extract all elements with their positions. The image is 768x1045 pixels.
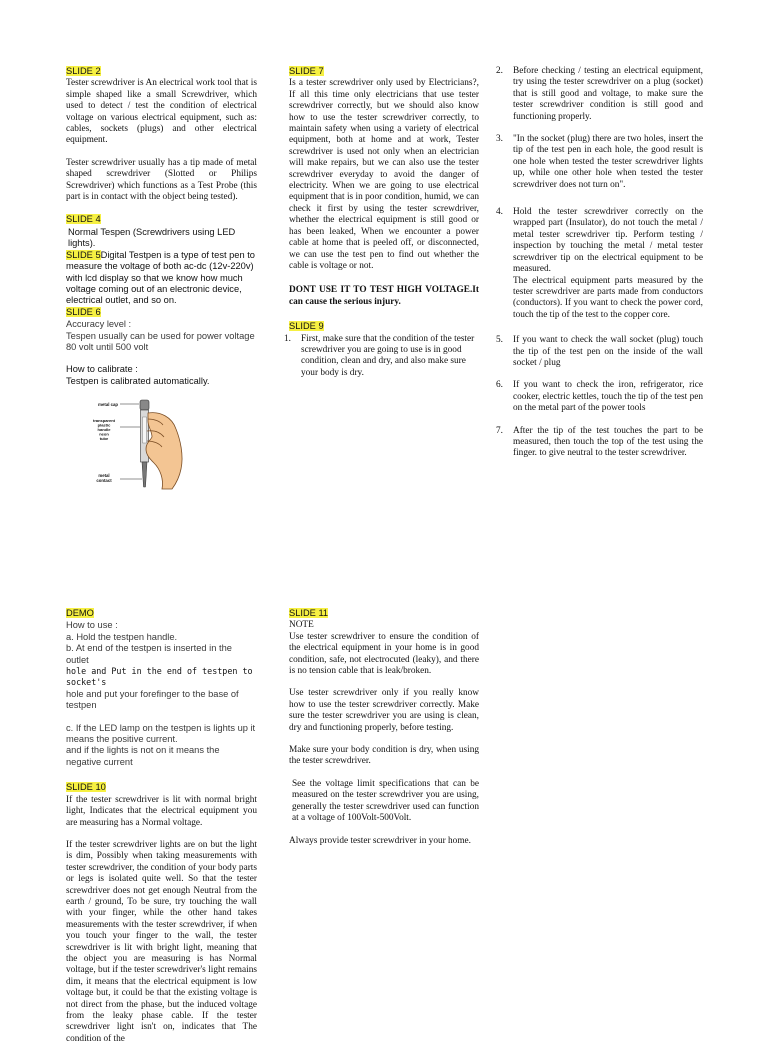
testpen-hand-figure bbox=[80, 397, 200, 492]
pen-metal-tip bbox=[142, 462, 147, 487]
demo-step-b-cont: hole and Put in the end of testpen to socket's bbox=[66, 666, 253, 688]
paragraph: Digital Testpen is a type of test pen to measure the voltage of both ac-dc (12v-220v) with lcd display so that we know how much voltage coming out of an electronic device, electrical outlet, and so on. bbox=[66, 249, 255, 306]
list-number: 3. bbox=[496, 134, 503, 145]
list-number: 2. bbox=[496, 66, 503, 76]
paragraph: If the tester screwdriver is lit with normal bright light, Indicates that the electrical equipment you are measuring has a Normal voltage. bbox=[66, 794, 257, 828]
slide-10-section bbox=[66, 782, 257, 1045]
warning-text: DONT USE IT TO TEST HIGH VOLTAGE.It can cause the serious injury. bbox=[289, 285, 479, 307]
list-number: 4. bbox=[496, 207, 503, 218]
figure-label-handle: transparent plastic handle neon tube bbox=[92, 418, 116, 442]
paragraph: Make sure your body condition is dry, when using the tester screwdriver. bbox=[289, 745, 479, 767]
list-item bbox=[494, 380, 703, 414]
demo-step-b-cont: hole and put your forefinger to the base of testpen bbox=[66, 688, 239, 711]
list-text: "In the socket (plug) there are two holes, insert the tip of the test pen in each hole, the good result is one hole when tested the tester screwdriver lights up, while one other hole when tested the tester screwdriver does not turn on". bbox=[513, 134, 703, 190]
column-3-top bbox=[494, 66, 703, 460]
list-item bbox=[494, 207, 703, 321]
paragraph: Use tester screwdriver only if you really know how to use the tester screwdriver correctly. Make sure the tester screwdriver you are using is clean, dry and functioning properly, before testing. bbox=[289, 688, 479, 733]
slide-label: SLIDE 10 bbox=[66, 782, 106, 793]
testpen-illustration bbox=[80, 397, 200, 492]
list-item bbox=[284, 334, 479, 380]
paragraph: Always provide tester screwdriver in your home. bbox=[289, 835, 472, 846]
slide-label: SLIDE 2 bbox=[66, 66, 101, 76]
slide-11-section bbox=[289, 608, 479, 847]
paragraph: Use tester screwdriver to ensure the condition of the electrical equipment in your home is in good condition, safe, not electrocuted (leaky), and there is no tension cable that is leak/broken. bbox=[289, 631, 479, 677]
list-item bbox=[494, 426, 703, 460]
pen-neon-tube bbox=[143, 417, 147, 443]
column-2-top bbox=[284, 66, 479, 379]
slide-label: SLIDE 7 bbox=[289, 66, 324, 76]
list-text: If you want to check the wall socket (plug) touch the tip of the test pen on the inside of the wall socket / plug bbox=[513, 335, 703, 368]
slide-label: SLIDE 6 bbox=[66, 306, 101, 317]
slide-4-section bbox=[66, 214, 257, 249]
slide-label: SLIDE 4 bbox=[66, 214, 101, 225]
slide-label: SLIDE 9 bbox=[289, 321, 324, 332]
list-text: Before checking / testing an electrical equipment, try using the tester screwdriver on a plug (socket) that is still good and voltage, to make sure the tester screwdriver condition is still good and functioning properly. bbox=[513, 66, 703, 122]
slide-7-section bbox=[289, 66, 479, 308]
slide-2-section bbox=[66, 66, 257, 203]
column-1-bottom bbox=[66, 608, 257, 1045]
paragraph: Tester screwdriver usually has a tip made of metal shaped screwdriver (Slotted or Philips Screwdriver) which functions as a Test Probe (this part is in contact with the object being tested). bbox=[66, 157, 257, 203]
demo-step-b: b. At end of the testpen is inserted in the outlet bbox=[66, 643, 232, 665]
demo-step-c: c. If the LED lamp on the testpen is lights up it means the positive current. bbox=[66, 722, 256, 745]
list-number: 7. bbox=[496, 425, 503, 436]
hand-shape bbox=[146, 413, 182, 489]
slide-5-section bbox=[66, 250, 257, 307]
list-item bbox=[494, 335, 703, 369]
figure-label-metal-cap: metal cap bbox=[98, 402, 118, 408]
demo-section bbox=[66, 608, 257, 768]
note-title: NOTE bbox=[289, 620, 314, 631]
slide-label: SLIDE 5 bbox=[66, 249, 101, 260]
column-2-bottom bbox=[289, 608, 479, 847]
list-item bbox=[494, 66, 703, 123]
demo-how: How to use : bbox=[66, 620, 118, 631]
slide-label: DEMO bbox=[66, 608, 94, 618]
list-number: 5. bbox=[496, 335, 503, 346]
demo-step-c-cont: and if the lights is not on it means the negative current bbox=[66, 745, 220, 767]
pen-metal-cap bbox=[140, 400, 149, 410]
slide-label: SLIDE 11 bbox=[289, 608, 329, 618]
paragraph: See the voltage limit specifications that can be measured on the tester screwdriver you are using, generally the tester screwdriver used can function at a voltage of 100Volt-500Volt. bbox=[292, 778, 479, 824]
slide-9-section bbox=[284, 321, 479, 379]
list-number: 6. bbox=[496, 380, 503, 391]
list-text-extra: The electrical equipment parts measured by the tester screwdriver are parts made from conductors (conductors). If you want to check the power cord, touch the tip of the test to the copper core. bbox=[513, 275, 703, 320]
figure-label-metal-contact: metal contact bbox=[96, 473, 112, 484]
list-text: First, make sure that the condition of the tester screwdriver you are going to use is in good condition, clean and dry, and also make sure your body is dry. bbox=[301, 333, 475, 378]
paragraph: Is a tester screwdriver only used by Electricians?, If all this time only electricians that use tester screwdriver correctly, but we should also know how to use the tester screwdriver correctly, to maintain safety when using a variety of electrical equipment, both at home and at work, Tester screwdriver is used not only when an electrician will make repairs, but we can also use the tester screwdriver everyday to avoid the danger of electricity. When we are going to use electrical equipment that is in poor condition, humid, we can check it first by using the tester screwdriver, whether the electrical equipment is still good or has been leaked, When we encounter a power cable at home that is peeled off, or disconnected, we can use the test pen to find out whether the cable is voltage or not. bbox=[289, 78, 479, 271]
list-number: 1. bbox=[284, 333, 291, 344]
calibrate-text: Testpen is calibrated automatically. bbox=[66, 375, 210, 386]
paragraph: Normal Tespen (Screwdrivers using LED lights). bbox=[68, 226, 236, 249]
paragraph: Tester screwdriver is An electrical work tool that is simple shaped like a small Screwdriver, which used to detect / test the condition of electrical voltage on various electrical equipment, such as: cables, sockets (plugs) and other electrical equipment. bbox=[66, 78, 257, 146]
column-1-top bbox=[66, 66, 257, 492]
slide-6-section bbox=[66, 307, 257, 387]
demo-step-a: a. Hold the testpen handle. bbox=[66, 631, 178, 642]
list-item bbox=[494, 134, 703, 191]
list-text: After the tip of the test touches the part to be measured, then touch the top of the test using the finger. to give neutral to the tester screwdriver. bbox=[513, 425, 703, 459]
paragraph: If the tester screwdriver lights are on but the light is dim, Possibly when taking measurements with tester screwdriver, the condition of your body parts or legs is isolated quite well. So that the tester screwdriver does not get enough Neutral from the earth / ground, To be sure, try touching the wall with your finger, while the other hand takes measurements with the tester screwdriver, if when you touch your finger to the wall, the tester screwdriver is lit with bright light, meaning that the object you are measuring is has Normal voltage, but if the tester screwdriver's light remains dim, it means that the electrical equipment is low voltage but, it could be that the existing voltage is not direct from the phase, but the induced voltage from the leaky phase cable. If the tester screwdriver light isn't on, indicates that The condition of the bbox=[66, 839, 257, 1044]
list-text: If you want to check the iron, refrigerator, rice cooker, electric kettles, touch the tip of the test pen on the metal part of the power tools bbox=[513, 380, 703, 414]
calibrate-title: How to calibrate : bbox=[66, 364, 138, 375]
accuracy-text: Tespen usually can be used for power voltage 80 volt until 500 volt bbox=[66, 330, 255, 352]
list-text: Hold the tester screwdriver correctly on the wrapped part (Insulator), do not touch the metal / metal tester screwdriver tip. Perform testing / inspection by touching the metal / metal tester screwdriver tip on the electrical equipment to be measured. bbox=[513, 207, 703, 275]
accuracy-title: Accuracy level : bbox=[66, 319, 132, 330]
